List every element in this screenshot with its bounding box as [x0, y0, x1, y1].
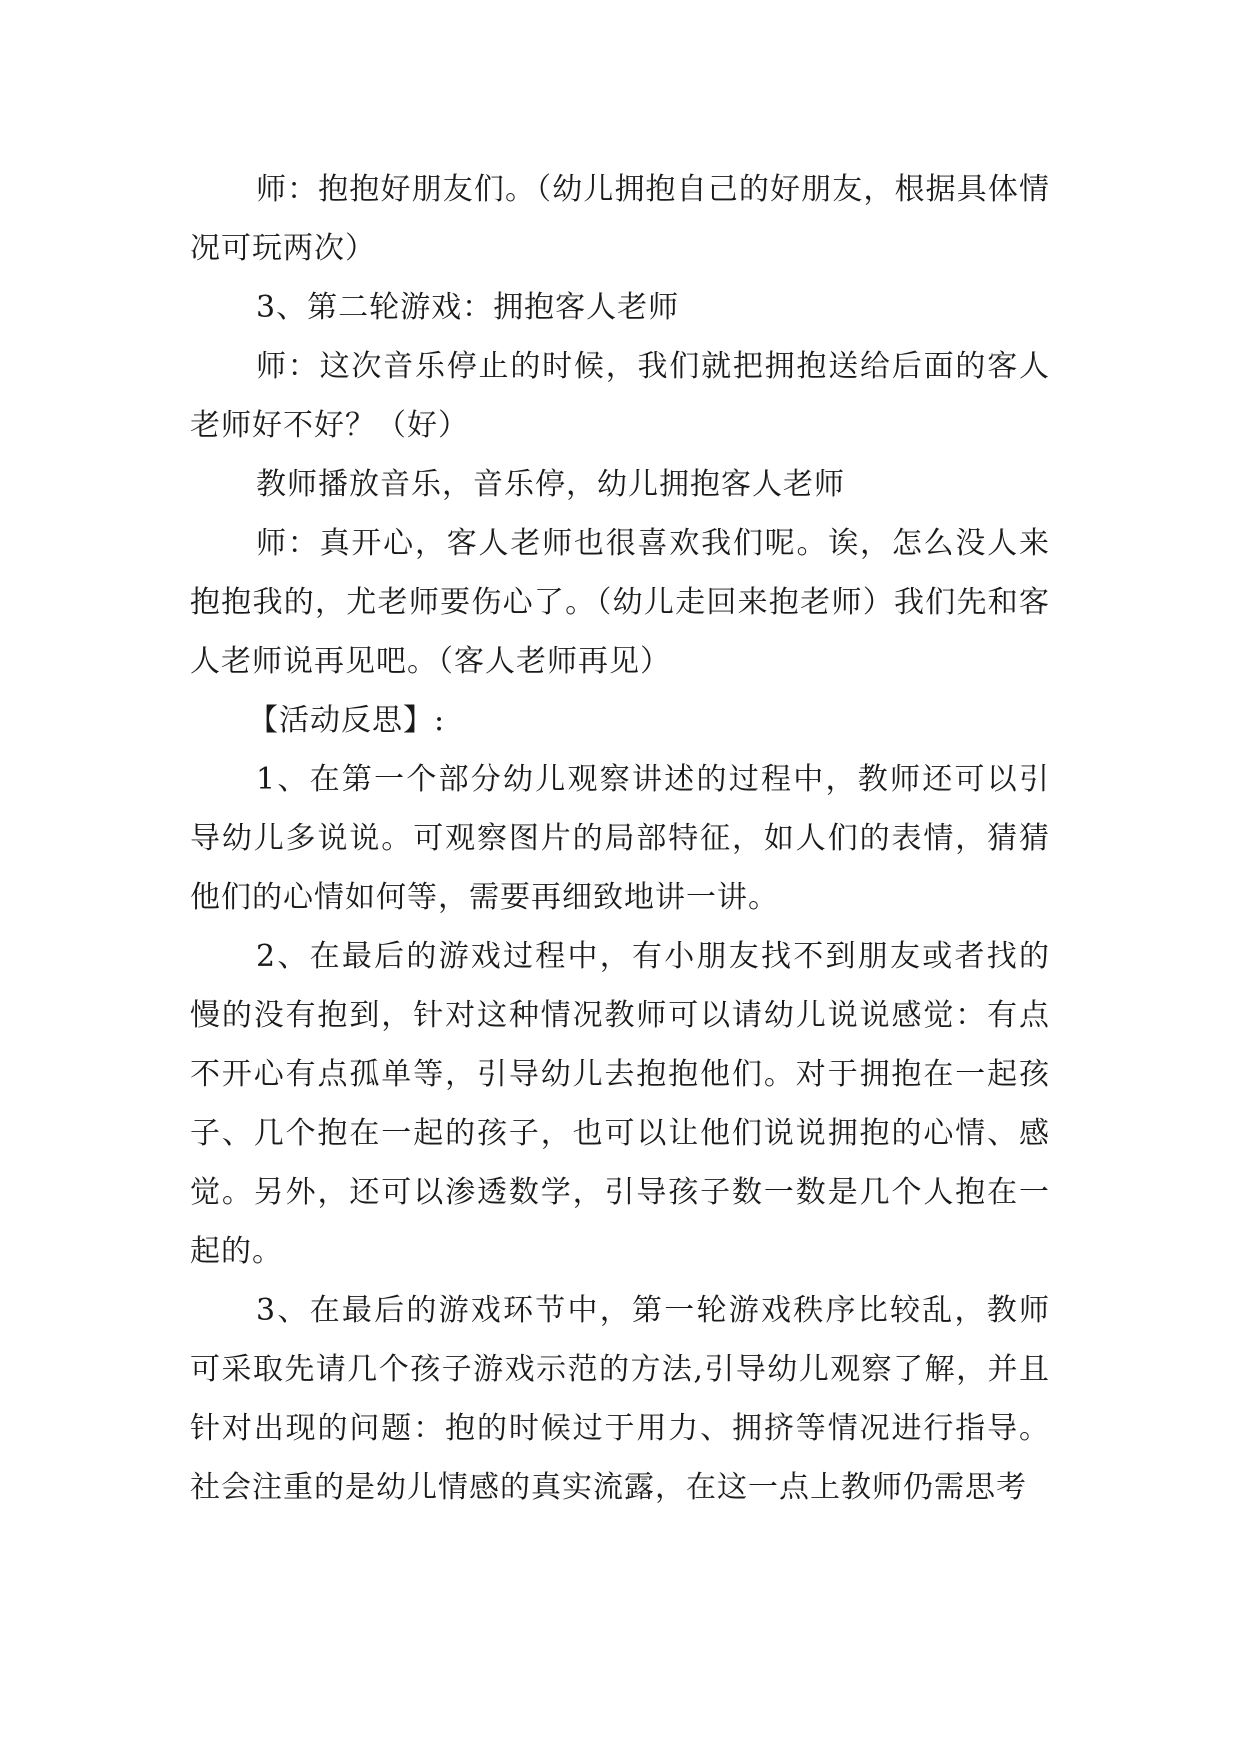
paragraph-teacher-plays-music: 教师播放音乐，音乐停，幼儿拥抱客人老师 — [256, 467, 845, 502]
reflection-item-2: 2、在最后的游戏过程中，有小朋友找不到朋友或者找的慢的没有抱到，针对这种情况教师可以请幼儿说说感觉：有点不开心有点孤单等，引导幼儿去抱抱他们。对于拥抱在一起孩子、几个抱在一起的孩子，也可以让他们说说拥抱的心情、感觉。另外，还可以渗透数学，引导孩子数一数是几个人抱在一起的。 — [190, 939, 1050, 1269]
reflection-item-3: 3、在最后的游戏环节中，第一轮游戏秩序比较乱，教师可采取先请几个孩子游戏示范的方法,引导幼儿观察了解，并且针对出现的问题：抱的时候过于用力、拥挤等情况进行指导。社会注重的是幼儿情感的真实流露，在这一点上教师仍需思考 — [190, 1293, 1050, 1505]
document-body — [190, 160, 1050, 1517]
paragraph-hug-friends: 师：抱抱好朋友们。（幼儿拥抱自己的好朋友，根据具体情况可玩两次） — [190, 172, 1050, 266]
paragraph-say-goodbye: 师：真开心，客人老师也很喜欢我们呢。诶，怎么没人来抱抱我的，尤老师要伤心了。（幼儿走回来抱老师）我们先和客人老师说再见吧。（客人老师再见） — [190, 526, 1050, 679]
paragraph-second-round-game: 3、第二轮游戏：拥抱客人老师 — [256, 290, 680, 325]
paragraph-hug-guest-teachers: 师：这次音乐停止的时候，我们就把拥抱送给后面的客人老师好不好？（好） — [190, 349, 1050, 443]
reflection-item-1: 1、在第一个部分幼儿观察讲述的过程中，教师还可以引导幼儿多说说。可观察图片的局部特征，如人们的表情，猜猜他们的心情如何等，需要再细致地讲一讲。 — [190, 762, 1050, 915]
section-heading-reflection: 【活动反思】: — [248, 703, 446, 738]
